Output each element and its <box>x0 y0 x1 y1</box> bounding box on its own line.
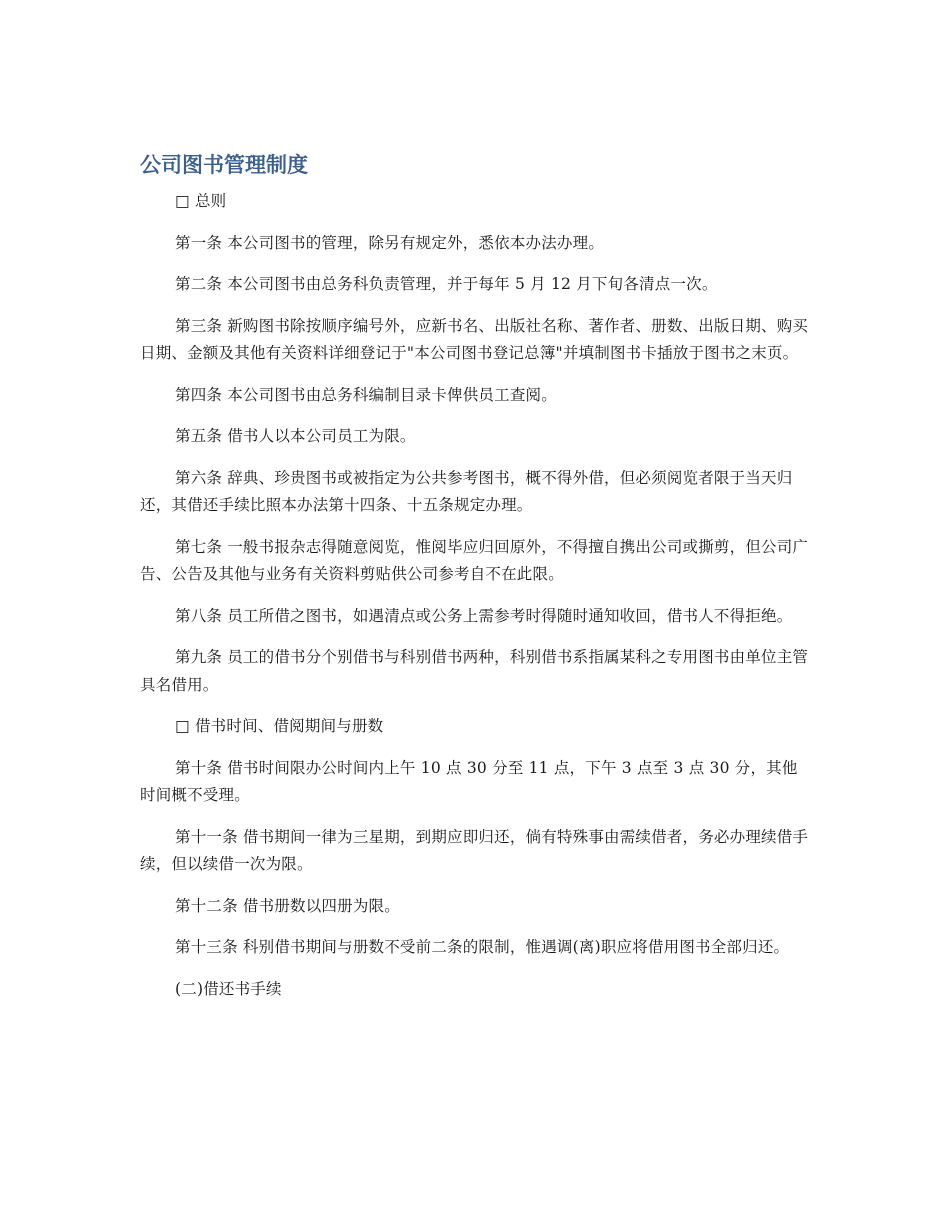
article-12: 第十二条 借书册数以四册为限。 <box>175 896 400 915</box>
article-10: 第十条 借书时间限办公时间内上午 10 点 30 分至 11 点，下午 3 点至 3 点 30 分，其他时间概不受理。 <box>140 758 798 804</box>
article-4: 第四条 本公司图书由总务科编制目录卡俾供员工查阅。 <box>175 385 557 404</box>
article-9: 第九条 员工的借书分个别借书与科别借书两种，科别借书系指属某科之专用图书由单位主管具名借用。 <box>140 648 809 694</box>
article-13: 第十三条 科别借书期间与册数不受前二条的限制，惟遇调(离)职应将借用图书全部归还。 <box>175 938 790 956</box>
section-heading-borrow-time: □ 借书时间、借阅期间与册数 <box>175 717 384 735</box>
article-11: 第十一条 借书期间一律为三星期，到期应即归还，倘有特殊事由需续借者，务必办理续借手续，但以续借一次为限。 <box>140 827 809 873</box>
article-6: 第六条 辞典、珍贵图书或被指定为公共参考图书，概不得外借，但必须阅览者限于当天归还，其借还手续比照本办法第十四条、十五条规定办理。 <box>140 468 793 514</box>
document-body <box>140 150 812 1017</box>
document-title: 公司图书管理制度 <box>140 153 308 177</box>
article-8: 第八条 员工所借之图书，如遇清点或公务上需参考时得随时通知收回，借书人不得拒绝。 <box>175 606 793 625</box>
article-7: 第七条 一般书报杂志得随意阅览，惟阅毕应归回原外，不得擅自携出公司或撕剪，但公司广告、公告及其他与业务有关资料剪贴供公司参考自不在此限。 <box>140 537 809 583</box>
section-heading-general: □ 总则 <box>175 192 227 210</box>
article-5: 第五条 借书人以本公司员工为限。 <box>175 427 416 445</box>
article-1: 第一条 本公司图书的管理，除另有规定外，悉依本办法办理。 <box>175 233 605 252</box>
article-2: 第二条 本公司图书由总务科负责管理，并于每年 5 月 12 月下旬各清点一次。 <box>175 275 718 293</box>
article-3: 第三条 新购图书除按顺序编号外，应新书名、出版社名称、著作者、册数、出版日期、购买日期、金额及其他有关资料详细登记于"本公司图书登记总簿"并填制图书卡插放于图书之末页。 <box>140 316 809 362</box>
section-heading-procedures: (二)借还书手续 <box>175 979 282 998</box>
